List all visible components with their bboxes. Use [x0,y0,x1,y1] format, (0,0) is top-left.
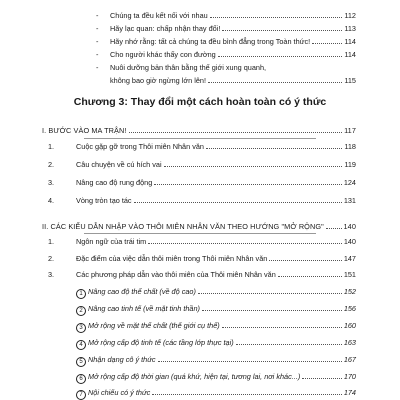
dot-leader [302,378,342,379]
dot-leader [148,243,342,244]
toc-sub-entry [76,372,356,383]
entry-page: 170 [343,372,356,381]
dot-leader [222,30,342,31]
entry-text: Vòng tròn tạo tác [76,196,132,205]
entry-text: Mở rộng về mặt thể chất (thế giới cụ thể) [88,321,220,330]
dot-leader [129,132,343,133]
toc-entry [96,37,356,46]
dot-leader [134,202,342,203]
entry-number: 4. [48,196,55,205]
entry-text: Mở rộng cấp độ thời gian (quá khứ, hiện tại, tương lai, nơi khác...) [88,372,301,381]
entry-page: 163 [343,338,356,347]
section-heading [42,222,356,231]
dot-leader [198,293,342,294]
toc-sub-entry [76,355,356,366]
circled-number: 7 [76,390,86,400]
toc-sub-entry [76,321,356,332]
circled-number: 4 [76,340,86,350]
entry-bullet: - [96,63,99,72]
entry-text: Hãy nhớ rằng: tất cả chúng ta đều bình đẳng trong Toàn thức! [110,37,311,46]
entry-page: 151 [343,270,356,279]
entry-page: 115 [344,76,356,85]
section-heading [42,126,356,135]
entry-text: Ngôn ngữ của trái tim [76,237,147,246]
entry-page: 174 [343,388,356,397]
circled-number: 1 [76,289,86,299]
toc-entry [96,11,356,20]
dot-leader [236,344,342,345]
divider [84,138,316,139]
chapter-title: Chương 3: Thay đổi một cách hoàn toàn có ý thức [73,96,327,108]
entry-page: 156 [343,304,356,313]
dot-leader [222,327,342,328]
dot-leader [278,276,342,277]
entry-page: 140 [343,222,356,231]
entry-page: 167 [343,355,356,364]
entry-page: 117 [344,126,356,135]
entry-page: 131 [343,196,356,205]
entry-text: Cho người khác thấy con đường [110,50,216,59]
entry-text: Câu chuyện về cú hích vai [76,160,162,169]
toc-sub-entry [76,388,356,399]
dot-leader [312,43,342,44]
entry-page: 160 [343,321,356,330]
dot-leader [206,148,342,149]
entry-bullet: - [96,37,99,46]
entry-number: 1. [48,142,55,151]
divider [84,233,316,234]
section-label: I. BƯỚC VÀO MA TRẬN! [42,126,127,135]
entry-page: 114 [344,50,356,59]
entry-text: không bao giờ ngừng lớn lên! [110,76,207,85]
entry-text: Nâng cao độ thể chất (về độ cao) [88,287,196,296]
entry-number: 2. [48,254,55,263]
entry-page: 140 [343,237,356,246]
toc-sub-entry [76,304,356,315]
dot-leader [326,228,342,229]
entry-number: 2. [48,160,55,169]
circled-number: 6 [76,374,86,384]
toc-entry [48,237,356,246]
toc-entry [48,160,356,169]
entry-text: Hãy lạc quan: chấp nhận thay đổi! [110,24,221,33]
entry-text: Cuộc gặp gỡ trong Thôi miên Nhân văn [76,142,204,151]
toc-entry [48,178,356,187]
entry-page: 119 [344,160,356,169]
circled-number: 5 [76,357,86,367]
section-label: II. CÁC KIỂU DẪN NHẬP VÀO THÔI MIÊN NHÂN VĂN THEO HƯỚNG "MỞ RỘNG" [42,222,324,231]
dot-leader [202,310,342,311]
entry-text: Đặc điểm của việc dẫn thôi miên trong Thôi miên Nhân văn [76,254,268,263]
dot-leader [152,394,342,395]
toc-entry [48,254,356,263]
toc-sub-entry [76,338,356,349]
entry-page: 147 [343,254,356,263]
toc-entry [96,24,356,33]
entry-bullet: - [96,50,99,59]
entry-page: 124 [343,178,356,187]
entry-page: 114 [344,37,356,46]
entry-text: Nâng cao độ rung động [76,178,153,187]
dot-leader [164,166,343,167]
toc-entry [96,76,356,85]
entry-page: 112 [344,11,356,20]
dot-leader [210,17,343,18]
dot-leader [218,56,343,57]
toc-entry [96,63,266,72]
entry-page: 118 [344,142,356,151]
dot-leader [208,82,342,83]
dot-leader [269,260,342,261]
entry-text: Nâng cao tinh tế (về mặt tinh thần) [88,304,200,313]
toc-entry [48,270,356,279]
entry-text: Nuôi dưỡng bản thân bằng thế giới xung quanh, [110,63,267,72]
entry-number: 3. [48,270,55,279]
entry-number: 3. [48,178,55,187]
entry-text: Nhận dạng cô ý thức [88,355,156,364]
entry-page: 113 [344,24,356,33]
toc-sub-entry [76,287,356,298]
entry-text: Nội chiếu có ý thức [88,388,151,397]
circled-number: 3 [76,323,86,333]
toc-entry [48,142,356,151]
entry-text: Chúng ta đều kết nối với nhau [110,11,208,20]
circled-number: 2 [76,306,86,316]
toc-entry [96,50,356,59]
entry-bullet: - [96,24,99,33]
dot-leader [154,184,342,185]
entry-text: Mở rộng cấp độ tinh tế (các tầng lớp thực tại) [88,338,234,347]
toc-entry [48,196,356,205]
dot-leader [158,361,342,362]
entry-number: 1. [48,237,55,246]
entry-text: Các phương pháp dẫn vào thôi miên của Thôi miên Nhân văn [76,270,276,279]
entry-page: 152 [343,287,356,296]
entry-bullet: - [96,11,99,20]
